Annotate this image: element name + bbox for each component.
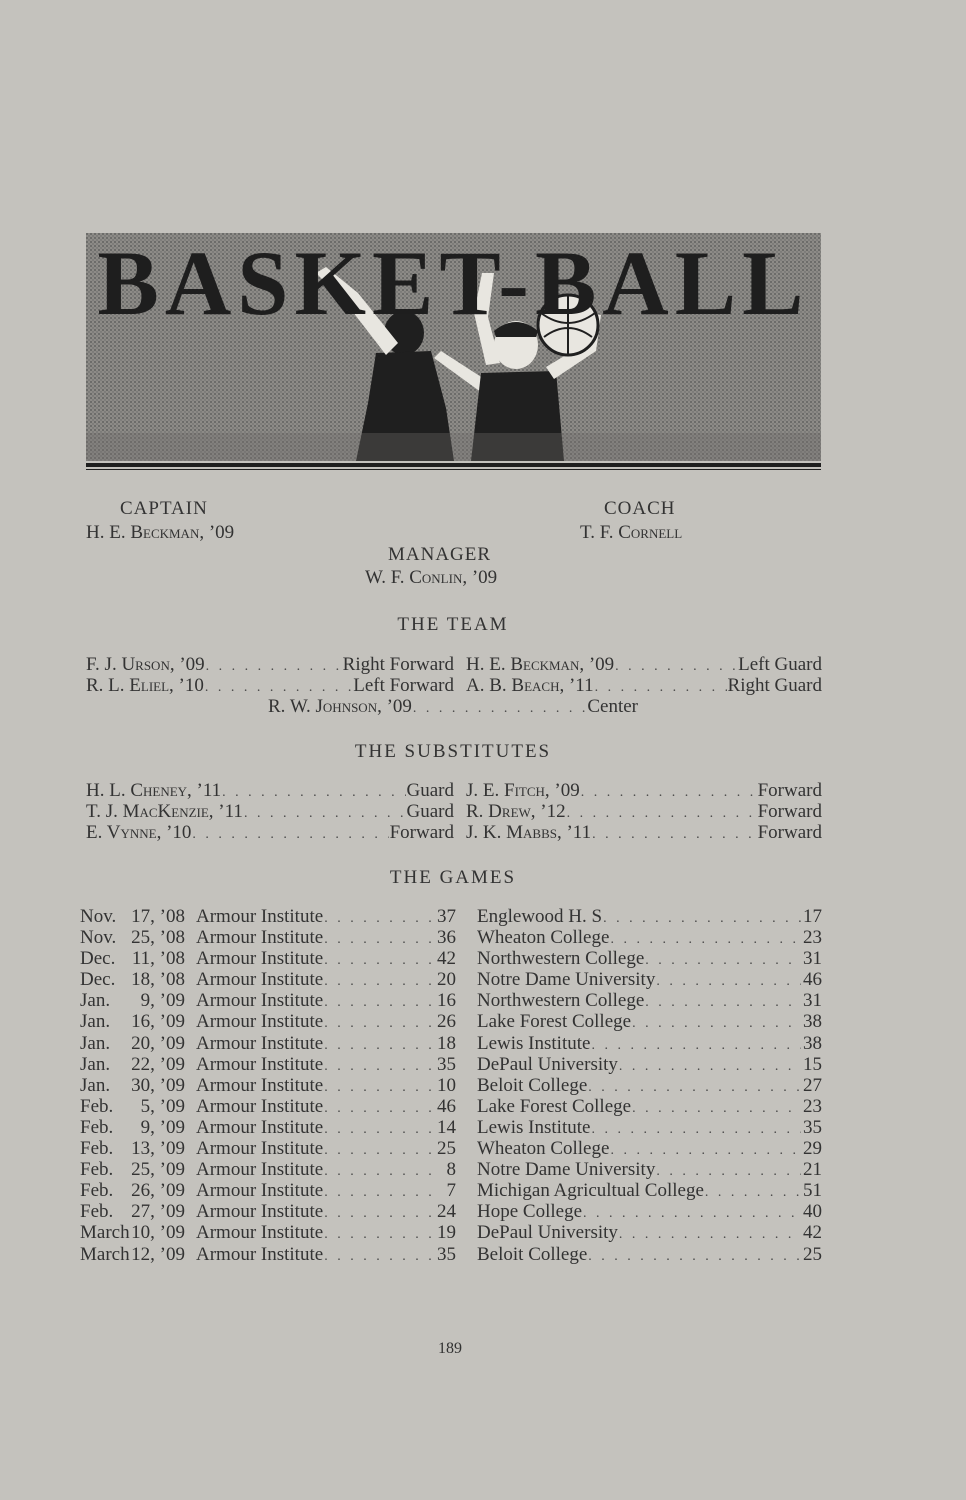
game-month: Jan. xyxy=(80,1053,111,1075)
dot-leader xyxy=(205,677,352,698)
opponent-score: 51 xyxy=(803,1180,822,1202)
game-row xyxy=(80,927,456,948)
player-name: R. L. Eliel, ’10 xyxy=(86,675,204,696)
opponent-score: 15 xyxy=(803,1053,822,1075)
home-team-cell xyxy=(196,906,456,928)
dot-leader xyxy=(324,1059,435,1075)
home-team: Armour Institute xyxy=(196,948,324,970)
opponent-score: 38 xyxy=(803,1032,822,1054)
dot-leader xyxy=(222,782,405,803)
dot-leader xyxy=(192,824,388,845)
game-month: Nov. xyxy=(80,906,117,927)
game-row xyxy=(477,927,822,948)
home-team: Armour Institute xyxy=(196,1243,324,1265)
player-name: J. E. Fitch, ’09 xyxy=(466,780,580,801)
opponent-cell xyxy=(477,1054,822,1076)
opponent-team: Lake Forest College xyxy=(477,1095,632,1117)
opponent-score: 31 xyxy=(803,948,822,970)
opponent-score: 27 xyxy=(803,1074,822,1096)
dot-leader xyxy=(324,1227,435,1243)
divider xyxy=(86,469,821,470)
home-score: 19 xyxy=(437,1222,456,1244)
team-row xyxy=(466,654,822,677)
home-score: 35 xyxy=(437,1053,456,1075)
game-row xyxy=(477,1096,822,1117)
game-date: 22, ’09 xyxy=(131,1053,185,1075)
home-team-cell xyxy=(196,1033,456,1055)
game-month: Dec. xyxy=(80,948,116,970)
player-name: R. Drew, ’12 xyxy=(466,801,566,822)
dot-leader xyxy=(591,1038,801,1054)
game-date: 17, ’08 xyxy=(131,906,185,927)
home-score: 24 xyxy=(437,1201,456,1223)
dot-leader xyxy=(588,1080,801,1096)
player-position: Forward xyxy=(389,822,454,843)
game-date: 30, ’09 xyxy=(131,1074,185,1096)
substitute-row xyxy=(86,822,454,845)
home-team: Armour Institute xyxy=(196,1074,324,1096)
game-month: Feb. xyxy=(80,1180,114,1202)
dot-leader xyxy=(244,803,406,824)
opponent-team: Beloit College xyxy=(477,1074,588,1096)
home-team: Armour Institute xyxy=(196,1180,324,1202)
game-row xyxy=(80,1075,456,1096)
home-team: Armour Institute xyxy=(196,1116,324,1138)
game-row xyxy=(477,1117,822,1138)
home-team-cell xyxy=(196,1244,456,1266)
home-score: 35 xyxy=(437,1243,456,1265)
player-position: Left Guard xyxy=(738,654,822,675)
dot-leader xyxy=(324,1016,435,1032)
opponent-team: Northwestern College xyxy=(477,990,645,1012)
game-date: 9, ’09 xyxy=(140,1116,185,1138)
dot-leader xyxy=(324,953,435,969)
game-month: Jan. xyxy=(80,990,111,1012)
dot-leader xyxy=(588,1249,801,1265)
dot-leader xyxy=(206,656,342,677)
game-row xyxy=(80,1222,456,1243)
home-team-cell xyxy=(196,1201,456,1223)
dot-leader xyxy=(610,932,801,948)
game-row xyxy=(80,1117,456,1138)
dot-leader xyxy=(324,1164,435,1180)
manager-name: W. F. Conlin, ’09 xyxy=(365,567,498,588)
substitute-row xyxy=(466,801,822,824)
player-name: E. Vynne, ’10 xyxy=(86,822,192,843)
game-row xyxy=(477,990,822,1011)
games-opponent-column xyxy=(477,906,822,1265)
team-row xyxy=(86,654,454,677)
player-name: T. J. MacKenzie, ’11 xyxy=(86,801,243,822)
player-position: Guard xyxy=(406,801,454,822)
game-row xyxy=(477,1138,822,1159)
home-team: Armour Institute xyxy=(196,969,324,991)
opponent-cell xyxy=(477,1096,822,1118)
game-month: Feb. xyxy=(80,1138,114,1160)
player-name: R. W. Johnson, ’09 xyxy=(268,696,412,717)
home-score: 36 xyxy=(437,927,456,949)
game-row xyxy=(477,1011,822,1032)
game-row xyxy=(80,969,456,990)
opponent-cell xyxy=(477,1222,822,1244)
opponent-cell xyxy=(477,1075,822,1097)
divider xyxy=(86,463,821,467)
opponent-score: 29 xyxy=(803,1138,822,1160)
game-row xyxy=(80,948,456,969)
opponent-score: 21 xyxy=(803,1159,822,1181)
opponent-cell xyxy=(477,990,822,1012)
dot-leader xyxy=(592,824,757,845)
home-score: 26 xyxy=(437,1011,456,1033)
dot-leader xyxy=(619,1059,801,1075)
opponent-cell xyxy=(477,1180,822,1202)
home-team-cell xyxy=(196,1054,456,1076)
opponent-score: 46 xyxy=(803,969,822,991)
game-date: 11, ’08 xyxy=(131,948,185,970)
game-row xyxy=(477,1222,822,1243)
coach-heading: COACH xyxy=(604,498,676,519)
home-score: 37 xyxy=(437,906,456,927)
dot-leader xyxy=(413,698,586,719)
game-row xyxy=(80,1180,456,1201)
home-score: 46 xyxy=(437,1095,456,1117)
player-position: Left Forward xyxy=(353,675,454,696)
game-row xyxy=(477,1180,822,1201)
manager-heading: MANAGER xyxy=(388,544,492,565)
game-month: Feb. xyxy=(80,1095,114,1117)
home-team-cell xyxy=(196,1117,456,1139)
game-month: March xyxy=(80,1222,130,1244)
game-date: 10, ’09 xyxy=(131,1222,185,1244)
dot-leader xyxy=(591,1122,801,1138)
banner xyxy=(86,233,821,461)
game-row xyxy=(477,1033,822,1054)
home-team: Armour Institute xyxy=(196,1011,324,1033)
opponent-score: 40 xyxy=(803,1201,822,1223)
captain-name: H. E. Beckman, ’09 xyxy=(86,522,235,543)
opponent-team: Notre Dame University xyxy=(477,969,656,991)
player-position: Right Guard xyxy=(727,675,822,696)
opponent-score: 17 xyxy=(803,906,822,927)
game-date: 25, ’08 xyxy=(131,927,185,949)
home-team-cell xyxy=(196,969,456,991)
dot-leader xyxy=(567,803,757,824)
games-heading: THE GAMES xyxy=(389,867,517,888)
home-team: Armour Institute xyxy=(196,1032,324,1054)
substitute-row xyxy=(466,780,822,803)
home-team-cell xyxy=(196,990,456,1012)
game-date: 16, ’09 xyxy=(131,1011,185,1033)
dot-leader xyxy=(595,677,727,698)
home-score: 18 xyxy=(437,1032,456,1054)
substitute-row xyxy=(86,801,454,824)
opponent-score: 31 xyxy=(803,990,822,1012)
home-team: Armour Institute xyxy=(196,906,324,927)
game-row xyxy=(80,1138,456,1159)
page-number: 189 xyxy=(438,1340,462,1357)
game-row xyxy=(80,1201,456,1222)
game-month: Feb. xyxy=(80,1159,114,1181)
opponent-team: Michigan Agricultual College xyxy=(477,1180,704,1202)
game-date: 5, ’09 xyxy=(140,1095,185,1117)
opponent-team: Lewis Institute xyxy=(477,1116,591,1138)
player-name: H. L. Cheney, ’11 xyxy=(86,780,222,801)
player-position: Forward xyxy=(757,822,822,843)
opponent-cell xyxy=(477,1138,822,1160)
opponent-cell xyxy=(477,1159,822,1181)
dot-leader xyxy=(324,1038,435,1054)
game-month: Dec. xyxy=(80,969,116,991)
dot-leader xyxy=(619,1227,801,1243)
team-row xyxy=(86,675,454,698)
dot-leader xyxy=(645,995,801,1011)
home-team-cell xyxy=(196,1075,456,1097)
opponent-team: Notre Dame University xyxy=(477,1159,656,1181)
dot-leader xyxy=(324,911,435,927)
game-row xyxy=(477,1075,822,1096)
home-team-cell xyxy=(196,1011,456,1033)
player-position: Right Forward xyxy=(342,654,454,675)
game-month: Jan. xyxy=(80,1011,111,1033)
home-team-cell xyxy=(196,1159,456,1181)
opponent-team: Northwestern College xyxy=(477,948,645,970)
game-date: 18, ’08 xyxy=(131,969,185,991)
game-date: 20, ’09 xyxy=(131,1032,185,1054)
dot-leader xyxy=(632,1016,801,1032)
game-row xyxy=(80,1054,456,1075)
game-row xyxy=(80,1096,456,1117)
dot-leader xyxy=(324,1143,435,1159)
game-month: Feb. xyxy=(80,1201,114,1223)
team-row xyxy=(268,696,638,719)
opponent-team: DePaul University xyxy=(477,1222,618,1244)
game-row xyxy=(477,1159,822,1180)
dot-leader xyxy=(324,1249,435,1265)
home-score: 10 xyxy=(437,1074,456,1096)
opponent-team: Hope College xyxy=(477,1201,583,1223)
dot-leader xyxy=(705,1185,801,1201)
game-month: Feb. xyxy=(80,1116,114,1138)
home-score: 14 xyxy=(437,1116,456,1138)
opponent-team: Wheaton College xyxy=(477,1138,610,1160)
game-date: 12, ’09 xyxy=(131,1243,185,1265)
dot-leader xyxy=(324,1206,435,1222)
player-name: H. E. Beckman, ’09 xyxy=(466,654,615,675)
game-row xyxy=(477,1244,822,1265)
games-home-column xyxy=(80,906,456,1265)
opponent-team: Beloit College xyxy=(477,1243,588,1265)
game-date: 27, ’09 xyxy=(131,1201,185,1223)
game-row xyxy=(80,906,456,927)
dot-leader xyxy=(324,1101,435,1117)
player-position: Forward xyxy=(757,780,822,801)
coach-name: T. F. Cornell xyxy=(580,522,683,543)
player-position: Center xyxy=(587,696,638,717)
dot-leader xyxy=(610,1143,801,1159)
home-team: Armour Institute xyxy=(196,1201,324,1223)
substitute-row xyxy=(466,822,822,845)
opponent-score: 38 xyxy=(803,1011,822,1033)
banner-title: BASKET-BALL xyxy=(97,233,810,334)
team-row xyxy=(466,675,822,698)
opponent-cell xyxy=(477,948,822,970)
home-score: 20 xyxy=(437,969,456,991)
game-row xyxy=(80,1033,456,1054)
home-score: 42 xyxy=(437,948,456,970)
substitutes-heading: THE SUBSTITUTES xyxy=(354,741,552,762)
home-team: Armour Institute xyxy=(196,1138,324,1160)
game-date: 9, ’09 xyxy=(140,990,185,1012)
home-score: 7 xyxy=(446,1180,456,1202)
opponent-cell xyxy=(477,1244,822,1266)
dot-leader xyxy=(603,911,801,927)
game-row xyxy=(477,1201,822,1222)
game-month: March xyxy=(80,1243,130,1265)
home-team: Armour Institute xyxy=(196,1222,324,1244)
game-month: Jan. xyxy=(80,1074,111,1096)
game-row xyxy=(477,969,822,990)
game-row xyxy=(80,990,456,1011)
home-team: Armour Institute xyxy=(196,1159,324,1181)
player-position: Guard xyxy=(406,780,454,801)
opponent-cell xyxy=(477,1201,822,1223)
opponent-cell xyxy=(477,1033,822,1055)
opponent-cell xyxy=(477,969,822,991)
game-date: 25, ’09 xyxy=(131,1159,185,1181)
home-team-cell xyxy=(196,1180,456,1202)
home-team-cell xyxy=(196,1222,456,1244)
home-score: 16 xyxy=(437,990,456,1012)
game-month: Nov. xyxy=(80,927,117,949)
opponent-cell xyxy=(477,1011,822,1033)
dot-leader xyxy=(324,1080,435,1096)
dot-leader xyxy=(324,974,435,990)
opponent-team: Lewis Institute xyxy=(477,1032,591,1054)
dot-leader xyxy=(324,932,435,948)
dot-leader xyxy=(632,1101,801,1117)
opponent-cell xyxy=(477,906,822,928)
game-row xyxy=(80,1011,456,1032)
opponent-score: 23 xyxy=(803,927,822,949)
dot-leader xyxy=(645,953,801,969)
opponent-score: 35 xyxy=(803,1116,822,1138)
player-name: F. J. Urson, ’09 xyxy=(86,654,205,675)
opponent-team: Lake Forest College xyxy=(477,1011,632,1033)
home-team: Armour Institute xyxy=(196,990,324,1012)
game-row xyxy=(477,948,822,969)
captain-heading: CAPTAIN xyxy=(120,498,208,519)
dot-leader xyxy=(324,1122,435,1138)
opponent-cell xyxy=(477,927,822,949)
opponent-score: 25 xyxy=(803,1243,822,1265)
dot-leader xyxy=(583,1206,801,1222)
home-score: 8 xyxy=(446,1159,456,1181)
player-position: Forward xyxy=(757,801,822,822)
dot-leader xyxy=(615,656,737,677)
opponent-cell xyxy=(477,1117,822,1139)
dot-leader xyxy=(581,782,757,803)
game-date: 13, ’09 xyxy=(131,1138,185,1160)
dot-leader xyxy=(656,974,801,990)
home-team-cell xyxy=(196,948,456,970)
player-name: J. K. Mabbs, ’11 xyxy=(466,822,592,843)
opponent-score: 42 xyxy=(803,1222,822,1244)
home-team: Armour Institute xyxy=(196,1053,324,1075)
game-row xyxy=(80,1159,456,1180)
game-month: Jan. xyxy=(80,1032,111,1054)
team-heading: THE TEAM xyxy=(397,614,509,635)
player-name: A. B. Beach, ’11 xyxy=(466,675,594,696)
game-row xyxy=(477,906,822,927)
home-team: Armour Institute xyxy=(196,1095,324,1117)
substitute-row xyxy=(86,780,454,803)
home-score: 25 xyxy=(437,1138,456,1160)
dot-leader xyxy=(324,995,435,1011)
dot-leader xyxy=(324,1185,435,1201)
game-row xyxy=(477,1054,822,1075)
home-team-cell xyxy=(196,1096,456,1118)
dot-leader xyxy=(656,1164,801,1180)
game-row xyxy=(80,1244,456,1265)
home-team-cell xyxy=(196,927,456,949)
game-date: 26, ’09 xyxy=(131,1180,185,1202)
opponent-team: Wheaton College xyxy=(477,927,610,949)
opponent-score: 23 xyxy=(803,1095,822,1117)
home-team-cell xyxy=(196,1138,456,1160)
opponent-team: DePaul University xyxy=(477,1053,618,1075)
home-team: Armour Institute xyxy=(196,927,324,949)
opponent-team: Englewood H. S xyxy=(477,906,603,927)
